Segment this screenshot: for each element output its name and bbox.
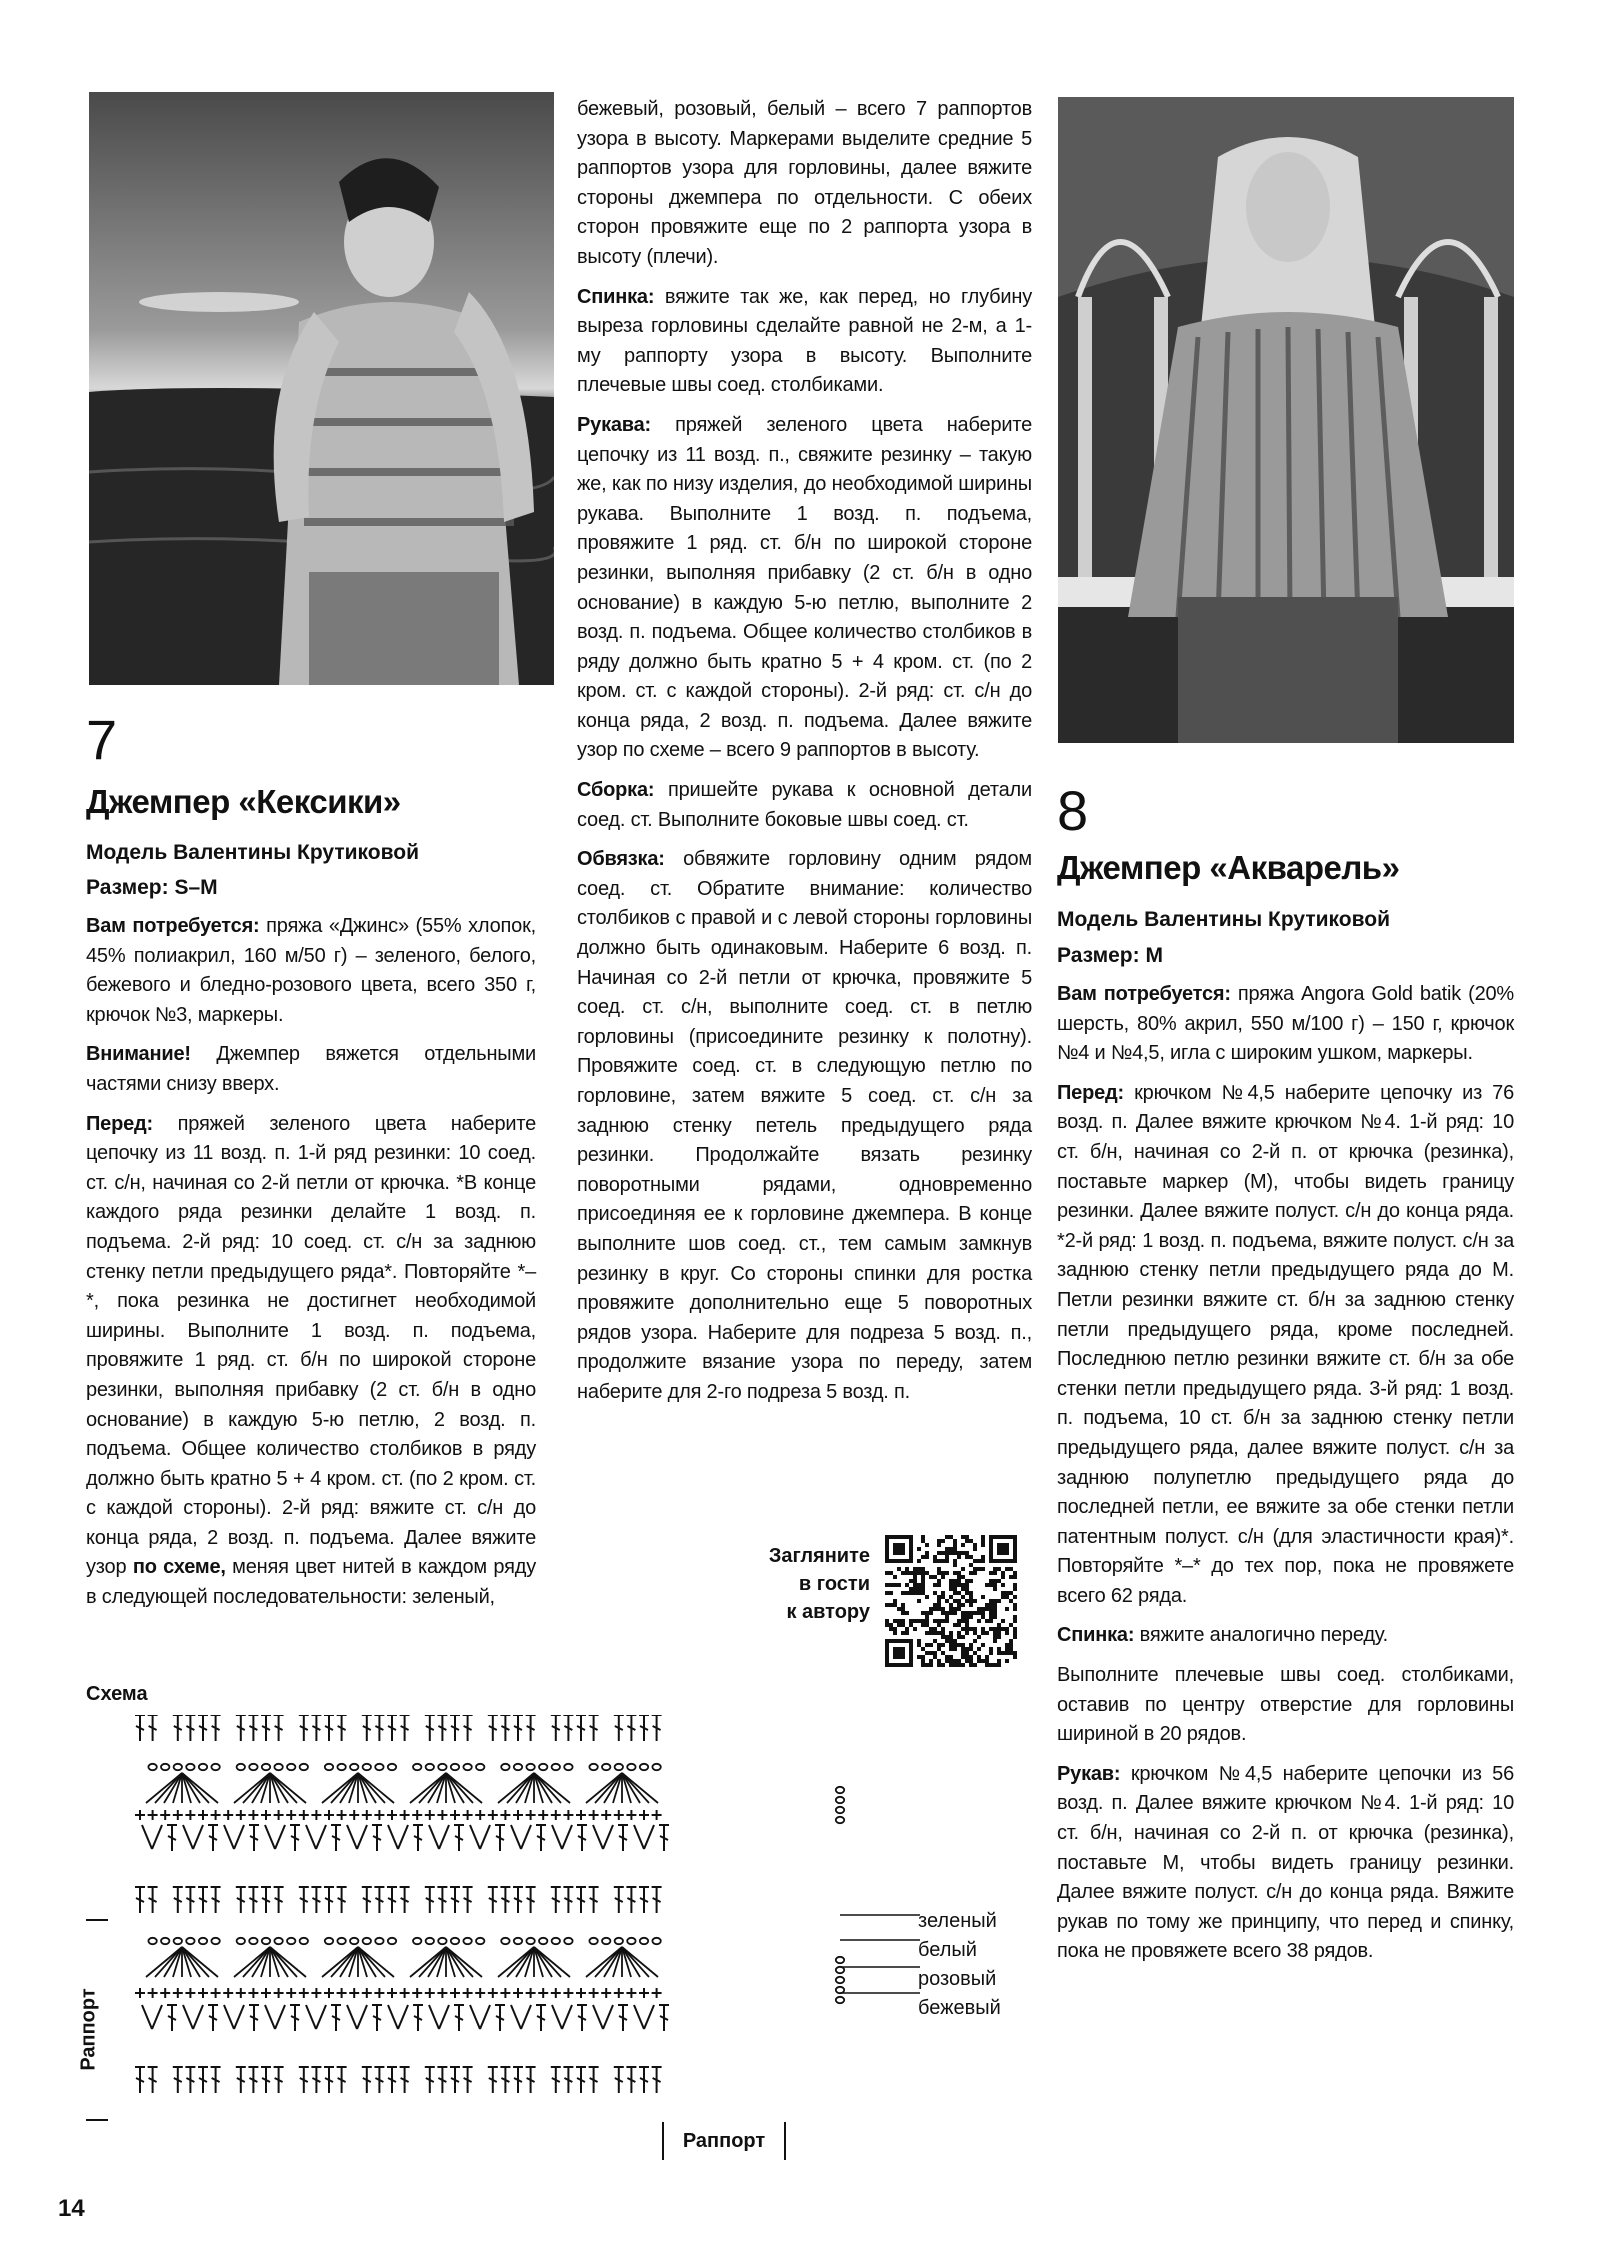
- model-7-attention: [86, 1040, 536, 1099]
- qr-line-1: Загляните: [768, 1545, 870, 1567]
- front-label: Перед:: [1057, 1081, 1124, 1104]
- photo-model-7-illustration: [89, 92, 554, 685]
- back-text: вяжите так же, как перед, но глубину выреза горловины сделайте равной не 2-м, а 1-му раппорту узора в высоту. Выполните плечевые швы соед. столбиками.: [577, 285, 1032, 397]
- front-label: Перед:: [86, 1112, 153, 1135]
- model-7-front: [86, 1110, 536, 1613]
- rapport-horizontal-label: [662, 2122, 786, 2160]
- assembly-label: Сборка:: [577, 779, 655, 802]
- model-7-author: Модель Валентины Крутиковой: [86, 841, 419, 864]
- legend-beige: бежевый: [918, 1997, 1001, 2019]
- model-7-back: [577, 283, 1032, 401]
- model-8-number: 8: [1057, 779, 1089, 842]
- model-7-column-middle: [577, 95, 1032, 1418]
- color-legend: [918, 1907, 1001, 2023]
- model-8-column: [1057, 980, 1514, 1977]
- model-8-sleeve: [1057, 1760, 1514, 1967]
- legend-pink: розовый: [918, 1968, 997, 1990]
- back-label: Спинка:: [577, 285, 655, 308]
- needs-label: Вам потребуется:: [86, 915, 260, 937]
- model-7-cont: бежевый, розовый, белый – всего 7 раппортов узора в высоту. Маркерами выделите средние 5 раппортов узора для горловины, далее вяжите стороны джемпера по отдельности. С обеих сторон провяжите еще по 2 раппорта узора в высоту (плечи).: [577, 98, 1032, 268]
- assembly-text: пришейте рукава к основной детали соед. ст. Выполните боковые швы соед. ст.: [577, 779, 1032, 831]
- legend-green: зеленый: [918, 1910, 997, 1932]
- photo-model-8-illustration: [1058, 97, 1514, 743]
- qr-line-2: в гости: [798, 1573, 870, 1595]
- rapport-vertical-text: Раппорт: [77, 1988, 100, 2071]
- edge-text: обвяжите горловину одним рядом соед. ст. Обратите внимание: количество столбиков с правой и с левой стороны горловины должно быть одинаковым. Наберите 6 возд. п. Начиная со 2-й петли от крючка, провяжите 5 соед. ст. с/н, выполните соед. ст. в петлю горловины (присоедините резинку к полотну). Провяжите соед. ст. в следующую петлю по горловине, затем вяжите 5 соед. ст. с/н за заднюю стенку петель предыдущего ряда резинки. Продолжайте вязать резинку поворотными рядами, одновременно присоединяя ее к горловине джемпера. В конце выполните шов соед. ст., тем самым замкнув резинку в круг. Со стороны спинки для ростка провяжите дополнительно еще 5 поворотных рядов узора. Наберите для подреза 5 возд. п., продолжите вязание узора по переду, затем наберите для 2-го подреза 5 возд. п.: [577, 848, 1032, 1403]
- page-number: 14: [58, 2195, 85, 2222]
- model-8-size: Размер: M: [1057, 944, 1163, 967]
- photo-model-7: [89, 92, 554, 685]
- needs-text: пряжа Angora Gold batik (20% шерсть, 80% акрил, 550 м/100 г) – 150 г, крючок №4 и №4,5, игла с широким ушком, маркеры.: [1057, 983, 1515, 1065]
- needs-label: Вам потребуется:: [1057, 983, 1231, 1005]
- model-8-back: [1057, 1621, 1514, 1651]
- front-text-b: меняя цвет нитей в каждом ряду в следующей последовательности: зеленый,: [86, 1556, 536, 1609]
- model-8-needs: [1057, 980, 1514, 1069]
- needs-text: пряжа «Джинс» (55% хлопок, 45% полиакрил, 160 м/50 г) – зеленого, белого, бежевого и бледно-розового цвета, всего 350 г, крючок №3, маркеры.: [86, 915, 536, 1026]
- model-8-shoulder: Выполните плечевые швы соед. столбиками, оставив по центру отверстие для горловины шириной в 20 рядов.: [1057, 1664, 1514, 1746]
- back-text: вяжите аналогично переду.: [1134, 1624, 1388, 1647]
- front-text: крючком №4,5 наберите цепочку из 76 возд. п. Далее вяжите крючком №4. 1-й ряд: 10 ст. б/н, начиная со 2-й п. от крючка (резинка), поставьте маркер (М), чтобы видеть границу резинки. Далее вяжите полуст. с/н до конца ряда. *2-й ряд: 1 возд. п. подъема, вяжите полуст. с/н за заднюю стенку петли предыдущего ряда до М. Петли резинки вяжите ст. б/н за заднюю стенку петли предыдущего ряда, кроме последней. Последнюю петлю резинки вяжите ст. б/н за обе стенки петли предыдущего ряда. 3-й ряд: 1 возд. п. подъема, 10 ст. б/н за заднюю стенку петли предыдущего ряда, далее вяжите полуст. с/н за заднюю полупетлю предыдущего ряда до последней петли, ее вяжите за обе стенки петли патентным полуст. с/н (для эластичности края)*. Повторяйте *–* до тех пор, пока не провяжете всего 62 ряда.: [1057, 1081, 1514, 1607]
- sleeve-text: крючком №4,5 наберите цепочки из 56 возд. п. Далее вяжите крючком №4. 1-й ряд: 10 ст. б/н, начиная со 2-й п. от крючка (резинка), поставьте М, чтобы видеть границу резинки. Далее вяжите полуст. с/н до конца ряда. Вяжите рукав по тому же принципу, что перед и спинку, пока не провяжете всего 38 рядов.: [1057, 1762, 1514, 1963]
- rapport-horizontal-text: Раппорт: [682, 2130, 766, 2152]
- sleeve-label: Рукава:: [577, 413, 652, 436]
- model-7-needs: [86, 912, 536, 1030]
- sleeve-text: пряжей зеленого цвета наберите цепочку из 11 возд. п., свяжите резинку – такую же, как по низу изделия, до необходимой ширины рукава. Выполните 1 возд. п. подъема, провяжите 1 ряд. ст. б/н по широкой стороне резинки, выполняя прибавку (2 ст. б/н в одно основание) в каждую 5-ю петлю, выполните 2 возд. п. подъема. Общее количество столбиков в ряду должно быть кратно 5 + 4 кром. ст. (по 2 кром. ст. с каждой стороны). 2-й ряд: ст. с/н до конца ряда, 2 возд. п. подъема. Далее вяжите узор по схеме – всего 9 раппортов в высоту.: [577, 413, 1032, 762]
- model-8-title: Джемпер «Акварель»: [1057, 849, 1400, 886]
- model-8-author: Модель Валентины Крутиковой: [1057, 908, 1390, 931]
- model-7-size: Размер: S–M: [86, 876, 218, 899]
- sleeve-label: Рукав:: [1057, 1762, 1121, 1785]
- model-7-sleeve: [577, 411, 1032, 766]
- qr-code[interactable]: [885, 1535, 1017, 1667]
- attention-label: Внимание!: [86, 1043, 191, 1066]
- back-label: Спинка:: [1057, 1624, 1135, 1647]
- edge-label: Обвязка:: [577, 848, 665, 871]
- legend-white: белый: [918, 1939, 977, 1961]
- qr-line-3: к автору: [786, 1601, 870, 1623]
- rapport-vertical-label: [72, 1980, 112, 2090]
- crochet-chart-graphic: [77, 1715, 930, 2155]
- model-7-title: Джемпер «Кексики»: [86, 783, 401, 820]
- qr-caption: [700, 1542, 870, 1626]
- qr-code-graphic: [885, 1535, 1017, 1667]
- model-7-assembly: [577, 776, 1032, 835]
- model-8-front: [1057, 1079, 1514, 1612]
- crochet-chart: [77, 1715, 930, 2155]
- schema-title: Схема: [86, 1683, 148, 1705]
- photo-model-8: [1058, 97, 1514, 743]
- attention-text: Джемпер вяжется отдельными частями снизу вверх.: [86, 1043, 536, 1095]
- front-text-a: пряжей зеленого цвета наберите цепочку из 11 возд. п. 1-й ряд резинки: 10 соед. ст. с/н, начиная со 2-й петли от крючка. *В конце каждого ряда резинки делайте 1 возд. п. подъема. 2-й ряд: 10 соед. ст. с/н за заднюю стенку петли предыдущего ряда*. Повторяйте *–*, пока резинка не достигнет необходимой ширины. Выполните 1 возд. п. подъема, провяжите 1 ряд. ст. б/н по широкой стороне резинки, выполняя прибавку (2 ст. б/н в одно основание) в каждую 5-ю петлю, 2 возд. п. подъема. Общее количество столбиков в ряду должно быть кратно 5 + 4 кром. ст. (по 2 кром. ст. с каждой стороны). 2-й ряд: вяжите ст. с/н до конца ряда, 2 возд. п. подъема. Далее вяжите узор: [86, 1112, 536, 1579]
- model-7-number: 7: [86, 708, 118, 771]
- model-7-column-left: [86, 912, 536, 1623]
- front-bold: по схеме,: [132, 1556, 226, 1579]
- model-7-edge: [577, 845, 1032, 1407]
